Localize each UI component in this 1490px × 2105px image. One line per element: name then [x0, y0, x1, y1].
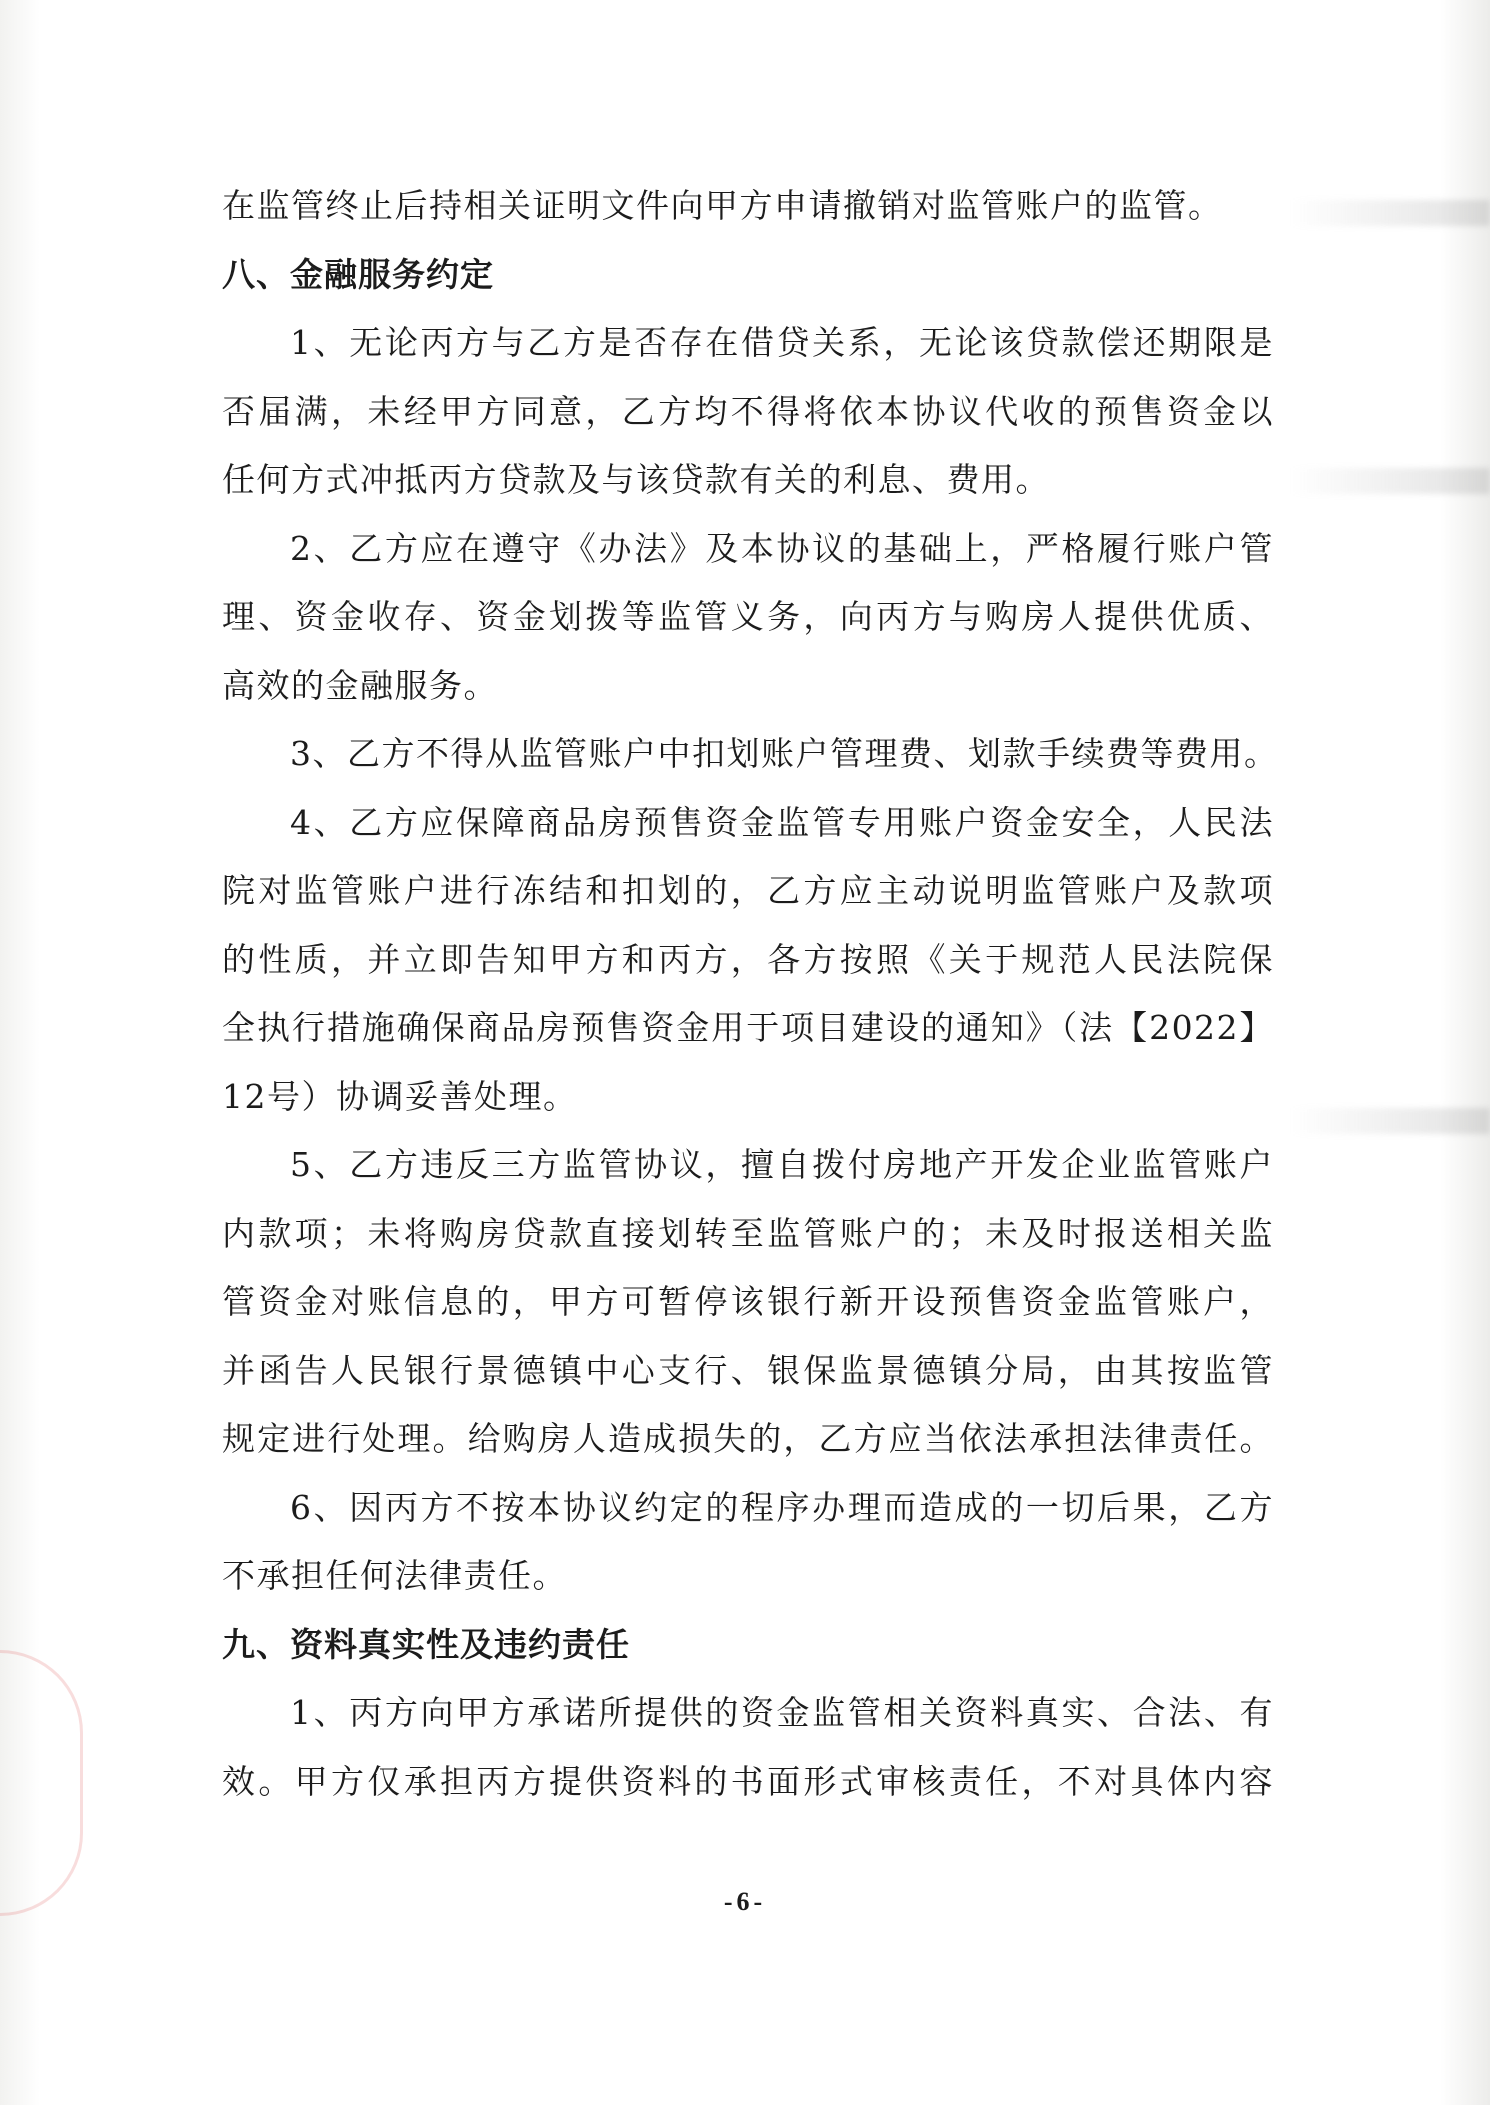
page-number: -6-	[723, 1887, 767, 1916]
paragraph-line: 在监管终止后持相关证明文件向甲方申请撤销对监管账户的监管。	[222, 186, 1223, 225]
paragraph-line: 否届满，未经甲方同意，乙方均不得将依本协议代收的预售资金以	[222, 391, 1274, 431]
paragraph-line: 的性质，并立即告知甲方和丙方，各方按照《关于规范人民法院保	[222, 939, 1274, 979]
paragraph-line: 全执行措施确保商品房预售资金用于项目建设的通知》（法【2022】	[222, 1008, 1274, 1047]
paragraph-line: 并函告人民银行景德镇中心支行、银保监景德镇分局，由其按监管	[222, 1350, 1274, 1390]
paragraph-line: 12号）协调妥善处理。	[222, 1076, 578, 1116]
paragraph-line: 2、乙方应在遵守《办法》及本协议的基础上，严格履行账户管	[290, 528, 1274, 568]
paragraph-line: 管资金对账信息的，甲方可暂停该银行新开设预售资金监管账户，	[222, 1282, 1274, 1321]
paragraph-line: 理、资金收存、资金划拨等监管义务，向丙方与购房人提供优质、	[222, 597, 1274, 636]
section-heading-data-authenticity: 九、资料真实性及违约责任	[222, 1624, 630, 1664]
paragraph-line: 4、乙方应保障商品房预售资金监管专用账户资金安全，人民法	[290, 802, 1274, 842]
show-through-shadow	[1290, 1108, 1490, 1134]
seal-show-through	[0, 1650, 83, 1916]
paragraph-line: 不承担任何法律责任。	[222, 1556, 567, 1595]
paragraph-line: 内款项；未将购房贷款直接划转至监管账户的；未及时报送相关监	[222, 1213, 1274, 1253]
paragraph-line: 任何方式冲抵丙方贷款及与该贷款有关的利息、费用。	[222, 460, 1050, 499]
paragraph-line: 院对监管账户进行冻结和扣划的，乙方应主动说明监管账户及款项	[222, 871, 1274, 910]
paragraph-line: 规定进行处理。给购房人造成损失的，乙方应当依法承担法律责任。	[222, 1419, 1274, 1458]
paragraph-line: 高效的金融服务。	[222, 665, 498, 705]
show-through-shadow	[1290, 200, 1490, 226]
paragraph-line: 效。甲方仅承担丙方提供资料的书面形式审核责任，不对具体内容	[222, 1761, 1274, 1801]
paragraph-line: 5、乙方违反三方监管协议，擅自拨付房地产开发企业监管账户	[290, 1145, 1274, 1184]
paragraph-line: 6、因丙方不按本协议约定的程序办理而造成的一切后果，乙方	[290, 1487, 1274, 1527]
paragraph-line: 3、乙方不得从监管账户中扣划账户管理费、划款手续费等费用。	[290, 734, 1279, 773]
paragraph-line: 1、无论丙方与乙方是否存在借贷关系，无论该贷款偿还期限是	[290, 323, 1274, 362]
show-through-shadow	[1290, 468, 1490, 494]
document-body	[222, 172, 1279, 1816]
paragraph-line: 1、丙方向甲方承诺所提供的资金监管相关资料真实、合法、有	[290, 1693, 1274, 1732]
section-heading-financial-services: 八、金融服务约定	[222, 254, 494, 294]
